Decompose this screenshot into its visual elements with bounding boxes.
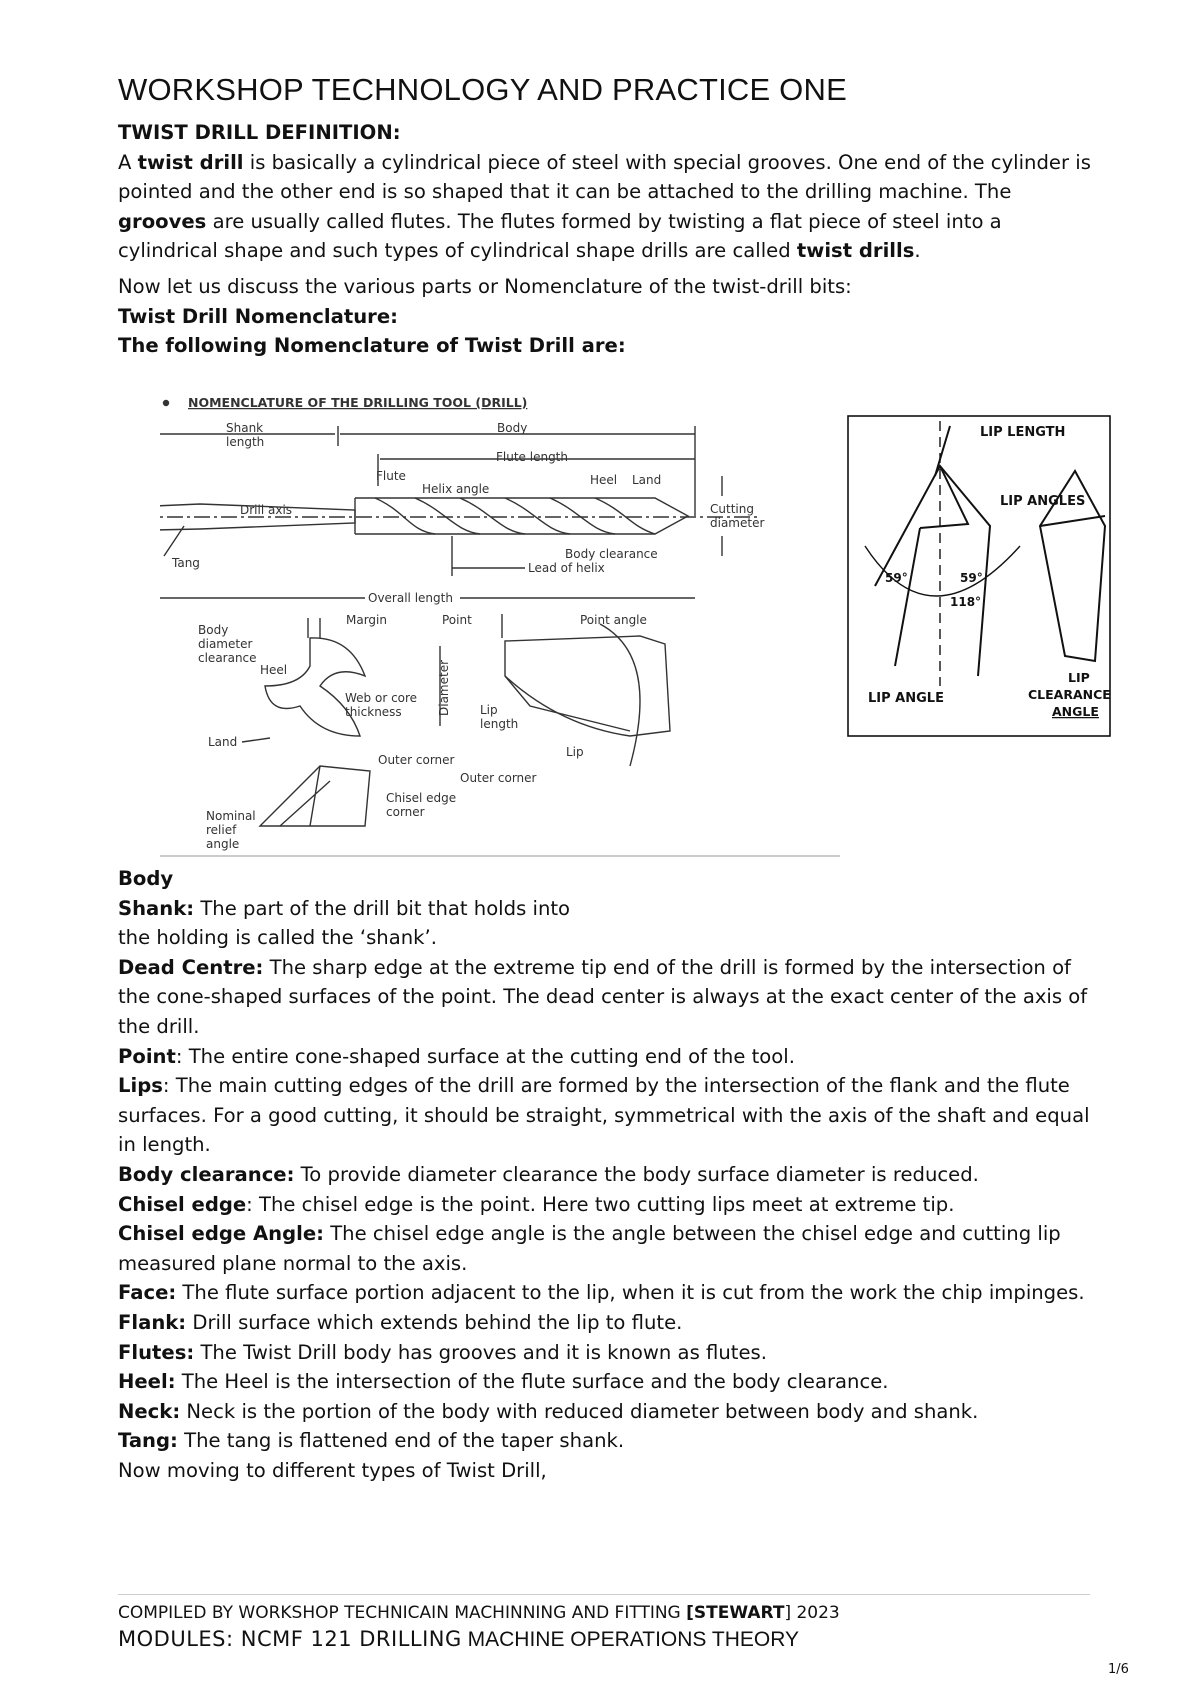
label-relief: relief [206, 823, 237, 837]
def-dead-centre: Dead Centre: The sharp edge at the extreme tip end of the drill is formed by the intersection of the cone-shaped surfaces of the point. The dead center is always at the exact center of the axis of the drill. [118, 955, 1088, 1038]
label-angle-59-left: 59° [885, 571, 908, 585]
drill-nomenclature-figure [160, 386, 1118, 866]
label-shank: Shank [226, 421, 264, 435]
label-land-section: Land [208, 735, 238, 749]
label-angle: angle [206, 837, 240, 851]
label-shank-length: length [226, 435, 265, 449]
label-helix-angle: Helix angle [422, 482, 490, 496]
def-tang: Tang: The tang is flattened end of the taper shank. [118, 1429, 625, 1453]
drill-diagram [160, 386, 1118, 866]
def-shank: Shank: The part of the drill bit that holds into [118, 896, 571, 920]
def-neck: Neck: Neck is the portion of the body with reduced diameter between body and shank. [118, 1399, 979, 1423]
label-angle-59-right: 59° [960, 571, 983, 585]
label-lip-length-right: LIP LENGTH [980, 425, 1066, 440]
label-flute-length: Flute length [496, 450, 568, 464]
def-flutes: Flutes: The Twist Drill body has grooves and it is known as flutes. [118, 1340, 767, 1364]
label-overall-length: Overall length [368, 591, 453, 605]
label-point: Point [442, 613, 472, 627]
label-point-angle: Point angle [580, 613, 647, 627]
label-lead-of-helix: Lead of helix [528, 561, 605, 575]
def-heel: Heel: The Heel is the intersection of the flute surface and the body clearance. [118, 1370, 889, 1394]
label-margin: Margin [346, 613, 387, 627]
diagram-caption: NOMENCLATURE OF THE DRILLING TOOL (DRILL) [188, 395, 528, 410]
def-point: Point: The entire cone-shaped surface at the cutting end of the tool. [118, 1044, 795, 1068]
nomenclature-subheading: Twist Drill Nomenclature: [118, 304, 398, 328]
label-flute: Flute [376, 469, 406, 483]
closing-line: Now moving to different types of Twist Drill, [118, 1458, 547, 1482]
label-cutting: Cutting [710, 502, 754, 516]
def-shank-cont: the holding is called the ‘shank’. [118, 926, 437, 950]
label-lip-length: length [480, 717, 519, 731]
right-diagram [848, 416, 1111, 736]
page-number: 1/6 [1108, 1662, 1129, 1677]
label-lip-edge: Lip [566, 745, 584, 759]
label-body-diameter-clearance-1: Body [198, 623, 229, 637]
definition-heading: TWIST DRILL DEFINITION: [118, 121, 401, 144]
label-lip-clearance-2: CLEARANCE [1028, 687, 1111, 702]
footer-divider [118, 1594, 1090, 1595]
label-angle-118: 118° [950, 595, 982, 609]
label-heel-section: Heel [260, 663, 288, 677]
label-outer-corner-point: Outer corner [460, 771, 537, 785]
label-chisel-edge: Chisel edge [386, 791, 457, 805]
left-diagram [160, 395, 840, 856]
page-title: WORKSHOP TECHNOLOGY AND PRACTICE ONE [118, 72, 847, 107]
label-web-thickness: thickness [345, 705, 402, 719]
def-chisel-edge-angle: Chisel edge Angle: The chisel edge angle is the angle between the chisel edge and cutting lip measured plane normal to the axis. [118, 1222, 1061, 1275]
label-lip-angles: LIP ANGLES [1000, 494, 1086, 509]
def-chisel-edge: Chisel edge: The chisel edge is the point. Here two cutting lips meet at extreme tip. [118, 1192, 955, 1216]
intro-section [118, 118, 1098, 361]
label-lip: Lip [480, 703, 498, 717]
label-lip-clearance-3: ANGLE [1052, 704, 1099, 719]
label-tang: Tang [172, 556, 200, 570]
nomenclature-list-heading: The following Nomenclature of Twist Drill are: [118, 334, 626, 358]
footer-modules: MODULES: NCMF 121 DRILLING MACHINE OPERATIONS THEORY [118, 1627, 800, 1651]
def-lips: Lips: The main cutting edges of the drill are formed by the intersection of the flank and the flute surfaces. For a good cutting, it should be straight, symmetrical with the axis of the shaft and equal in length. [118, 1074, 1090, 1157]
def-body: Body [118, 867, 174, 890]
label-web: Web or core [345, 691, 418, 705]
label-drill-axis: Drill axis [240, 503, 293, 517]
label-lip-clearance-1: LIP [1068, 670, 1090, 685]
nomenclature-intro: Now let us discuss the various parts or Nomenclature of the twist-drill bits: [118, 274, 852, 298]
label-body: Body [497, 421, 528, 435]
label-body-diameter-clearance-3: clearance [198, 651, 257, 665]
def-face: Face: The flute surface portion adjacent to the lip, when it is cut from the work the chip impinges. [118, 1281, 1085, 1305]
def-body-clearance: Body clearance: To provide diameter clearance the body surface diameter is reduced. [118, 1162, 979, 1186]
label-heel: Heel [590, 473, 618, 487]
def-flank: Flank: Drill surface which extends behind the lip to flute. [118, 1310, 683, 1334]
label-body-diameter-clearance-2: diameter [198, 637, 253, 651]
label-land: Land [632, 473, 662, 487]
label-body-clearance: Body clearance [565, 547, 658, 561]
label-chisel-corner: corner [386, 805, 425, 819]
definitions-section [118, 864, 1098, 1485]
label-nominal: Nominal [206, 809, 256, 823]
label-lip-angle: LIP ANGLE [868, 691, 944, 706]
label-outer-corner: Outer corner [378, 753, 455, 767]
footer-compiled-by: COMPILED BY WORKSHOP TECHNICAIN MACHINNING AND FITTING [STEWART] 2023 [118, 1603, 840, 1623]
definition-paragraph: A twist drill is basically a cylindrical piece of steel with special grooves. One end of the cylinder is pointed and the other end is so shaped that it can be attached to the drilling machine. The grooves are usually called flutes. The flutes formed by twisting a flat piece of steel into a cylindrical shape and such types of cylindrical shape drills are called twist drills. [118, 150, 1091, 263]
label-cutting-diameter: diameter [710, 516, 765, 530]
label-diameter: Diameter [437, 659, 451, 716]
